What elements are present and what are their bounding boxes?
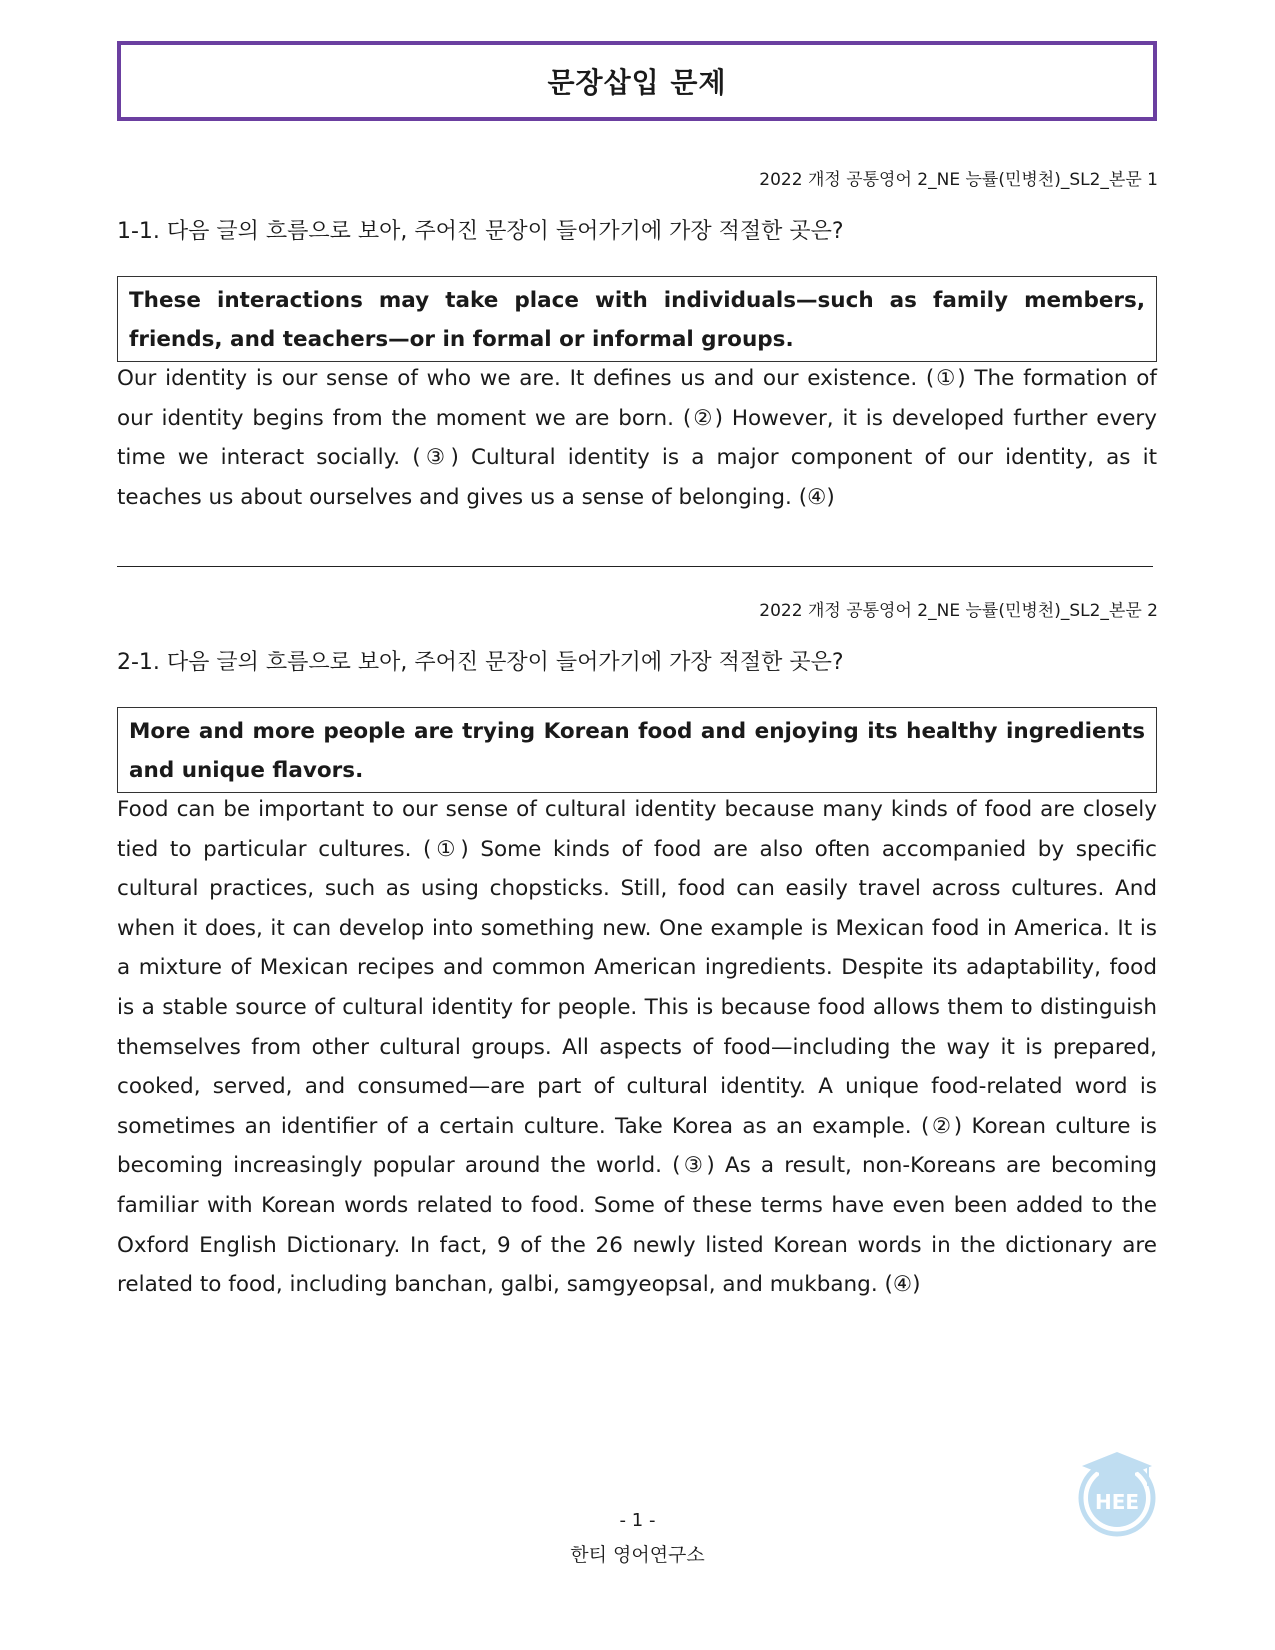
question-1-given-sentence: These interactions may take place with individuals—such as family members, friends, and teachers—or in formal or informal groups. bbox=[117, 276, 1157, 362]
title-box bbox=[117, 41, 1157, 121]
question-2-source: 2022 개정 공통영어 2_NE 능률(민병천)_SL2_본문 2 bbox=[759, 601, 1158, 621]
question-1-source: 2022 개정 공통영어 2_NE 능률(민병천)_SL2_본문 1 bbox=[759, 170, 1158, 190]
graduation-cap-icon bbox=[1082, 1452, 1152, 1486]
section-divider bbox=[117, 566, 1153, 567]
logo-text: HEE bbox=[1094, 1490, 1140, 1514]
hee-logo-watermark bbox=[1072, 1448, 1162, 1538]
question-1-passage: Our identity is our sense of who we are. It defines us and our existence. (①) The formation of our identity begins from the moment we are born. (②) However, it is developed further every time we interact socially. (③) Cultural identity is a major component of our identity, as it teaches us about ourselves and gives us a sense of belonging. (④) bbox=[117, 366, 1157, 510]
page-number: - 1 - bbox=[619, 1510, 656, 1531]
question-2-prompt: 2-1. 다음 글의 흐름으로 보아, 주어진 문장이 들어가기에 가장 적절한 곳은? bbox=[117, 650, 844, 675]
page-title: 문장삽입 문제 bbox=[547, 66, 727, 99]
question-1-prompt: 1-1. 다음 글의 흐름으로 보아, 주어진 문장이 들어가기에 가장 적절한 곳은? bbox=[117, 219, 844, 244]
question-2-passage: Food can be important to our sense of cultural identity because many kinds of food are closely tied to particular cultures. (①) Some kinds of food are also often accompanied by specific cultural practices, such as using chopsticks. Still, food can easily travel across cultures. And when it does, it can develop into something new. One example is Mexican food in America. It is a mixture of Mexican recipes and common American ingredients. Despite its adaptability, food is a stable source of cultural identity for people. This is because food allows them to distinguish themselves from other cultural groups. All aspects of food—including the way it is prepared, cooked, served, and consumed—are part of cultural identity. A unique food-related word is sometimes an identifier of a certain culture. Take Korea as an example. (②) Korean culture is becoming increasingly popular around the world. (③) As a result, non-Koreans are becoming familiar with Korean words related to food. Some of these terms have even been added to the Oxford English Dictionary. In fact, 9 of the 26 newly listed Korean words in the dictionary are related to food, including banchan, galbi, samgyeopsal, and mukbang. (④) bbox=[117, 797, 1157, 1298]
footer-organization: 한티 영어연구소 bbox=[570, 1544, 705, 1566]
question-2-given-sentence: More and more people are trying Korean food and enjoying its healthy ingredients and unique flavors. bbox=[117, 707, 1157, 793]
